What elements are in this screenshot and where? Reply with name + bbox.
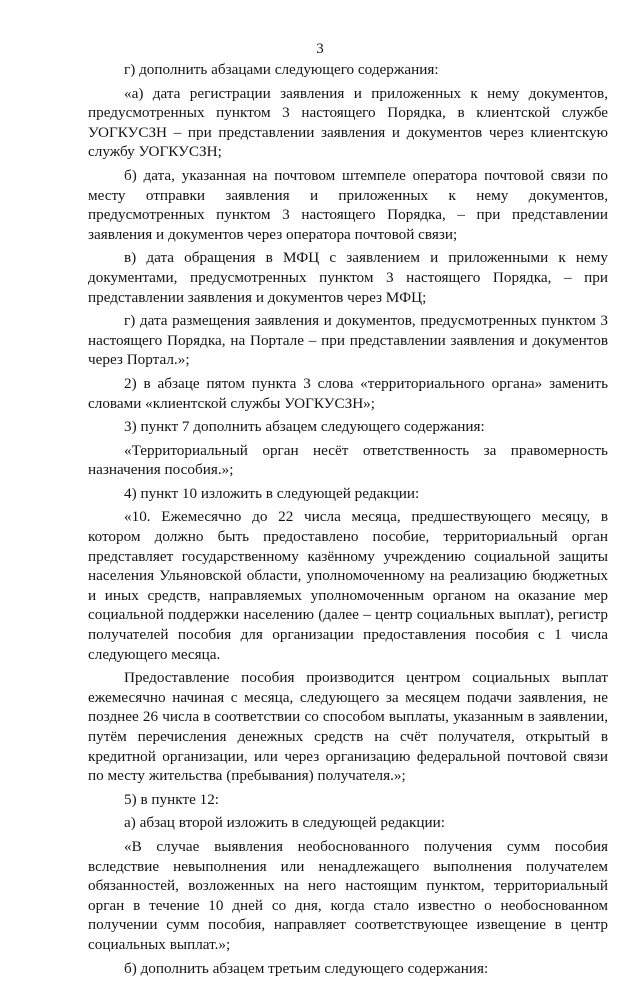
paragraph: б) дополнить абзацем третьим следующего содержания: [124, 959, 489, 977]
paragraph: «а) дата регистрации заявления и приложенных к нему документов, предусмотренных пунктом 3 настоящего Порядка, в клиентской службе УОГКУСЗН – при представлении заявления и документов через клиентскую службу УОГКУСЗН; [88, 84, 608, 161]
paragraph: г) дата размещения заявления и документов, предусмотренных пунктом 3 настоящего Порядка, на Портале – при представлении заявления и документов через Портал.»; [88, 312, 608, 369]
paragraph: г) дополнить абзацами следующего содержания: [124, 61, 439, 78]
document-body [88, 60, 608, 982]
paragraph: 3) пункт 7 дополнить абзацем следующего содержания: [124, 418, 485, 436]
paragraph: 5) в пункте 12: [124, 790, 220, 808]
page-number: 3 [316, 41, 324, 57]
paragraph: «В случае выявления необоснованного получения сумм пособия вследствие невыполнения или ненадлежащего выполнения получателем обязанностей, возложенных на него настоящим пунктом, территориальный орган в течение 10 дней со дня, когда стало известно о необоснованном получении сумм пособия, направляет соответствующее извещение в центр социальных выплат.»; [88, 837, 608, 953]
paragraph: «Территориальный орган несёт ответственность за правомерность назначения пособия.»; [88, 441, 608, 479]
paragraph: «10. Ежемесячно до 22 числа месяца, предшествующего месяцу, в котором должно быть предоставлено пособие, территориальный орган представляет государственному казённому учреждению социальной защиты населения Ульяновской области, уполномоченному на реализацию бюджетных и иных средств, направляемых уполномоченным органом на оказание мер социальной поддержки населению (далее – центр социальных выплат), регистр получателей пособия для организации предоставления пособия с 1 числа следующего месяца. [88, 508, 608, 663]
paragraph: 4) пункт 10 изложить в следующей редакции: [124, 484, 420, 502]
paragraph: в) дата обращения в МФЦ с заявлением и приложенными к нему документами, предусмотренных пунктом 3 настоящего Порядка, – при представлении заявления и документов через МФЦ; [88, 249, 608, 306]
paragraph: а) абзац второй изложить в следующей редакции: [124, 814, 446, 832]
paragraph: Предоставление пособия производится центром социальных выплат ежемесячно начиная с месяца, следующего за месяцем подачи заявления, не позднее 26 числа в соответствии со способом выплаты, указанным в заявлении, путём перечисления денежных средств на счёт получателя, открытый в кредитной организации, или через организацию федеральной почтовой связи по месту жительства (пребывания) получателя.»; [88, 669, 608, 785]
paragraph: 2) в абзаце пятом пункта 3 слова «территориального органа» заменить словами «клиентской службы УОГКУСЗН»; [88, 374, 608, 412]
paragraph: б) дата, указанная на почтовом штемпеле оператора почтовой связи по месту отправки заявления и приложенных к нему документов, предусмотренных пунктом 3 настоящего Порядка, – при представлении заявления и документов через оператора почтовой связи; [88, 166, 608, 243]
